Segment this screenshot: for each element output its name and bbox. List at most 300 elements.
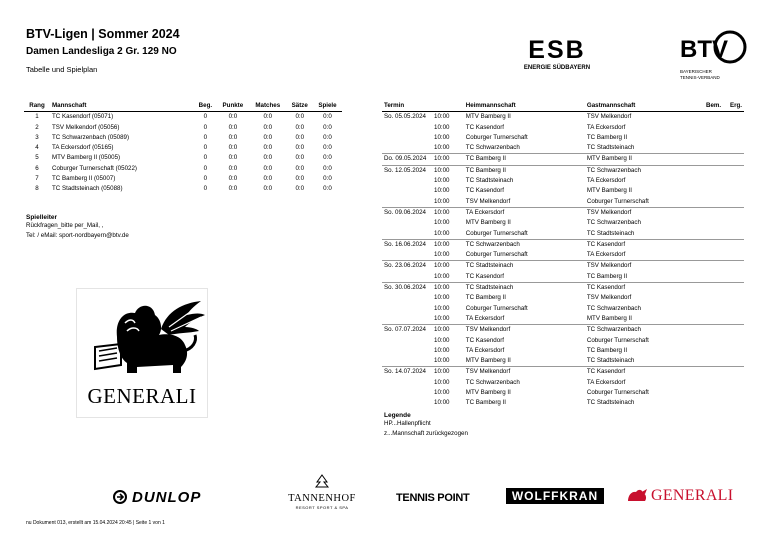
standings-row <box>24 153 342 163</box>
home-team-cell: TA Eckersdorf <box>465 346 505 354</box>
match-date: So. 05.05.2024 <box>384 113 426 121</box>
home-team-cell: TC Bamberg II <box>464 154 585 165</box>
erg-cell <box>728 304 744 314</box>
spielleiter-title: Spielleiter <box>26 214 58 221</box>
erg-cell <box>728 398 744 408</box>
match-row <box>382 207 744 218</box>
match-row <box>382 176 744 186</box>
matches-cell: 0:0 <box>263 144 273 152</box>
standings-header-row <box>24 101 342 112</box>
match-row <box>382 336 744 346</box>
erg-cell <box>728 325 744 336</box>
termin-cell <box>382 398 464 408</box>
away-team-cell: TC Bamberg II <box>586 272 628 280</box>
schedule-table <box>382 101 744 409</box>
erg-cell <box>728 133 744 143</box>
bem-cell <box>704 250 728 261</box>
generali-small-wordmark: GENERALI <box>651 487 734 504</box>
away-team-cell: Coburger Turnerschaft <box>586 389 649 397</box>
termin-cell <box>382 197 464 208</box>
match-row <box>382 304 744 314</box>
away-team-cell: TC Stadtsteinach <box>586 399 635 407</box>
match-row <box>382 367 744 378</box>
match-time: 10:00 <box>434 326 450 334</box>
col-spiele: Spiele <box>313 101 342 112</box>
home-team-cell: TC Kasendorf <box>465 187 504 195</box>
generali-small-logo <box>626 485 740 507</box>
away-team-cell: TC Stadtsteinach <box>586 144 635 152</box>
match-row <box>382 388 744 398</box>
col-saetze: Sätze <box>287 101 313 112</box>
match-date: So. 14.07.2024 <box>384 368 426 376</box>
match-time: 10:00 <box>434 272 450 280</box>
esb-logo-subtitle: ENERGIE SÜDBAYERN <box>523 65 591 71</box>
match-date: So. 12.05.2024 <box>384 166 426 174</box>
team-cell: TC Kasendorf (05071) <box>52 113 114 121</box>
dunlop-wordmark: DUNLOP <box>132 488 202 506</box>
footer-text: nu Dokument 013, erstellt am 15.04.2024 20:45 | Seite 1 von 1 <box>26 520 165 526</box>
termin-cell <box>382 283 464 294</box>
bem-cell <box>704 207 728 218</box>
bem-cell <box>704 123 728 133</box>
col-bem: Bem. <box>704 101 728 112</box>
match-row <box>382 398 744 408</box>
bem-cell <box>704 346 728 356</box>
bem-cell <box>704 133 728 143</box>
away-team-cell: TC Stadtsteinach <box>586 357 635 365</box>
match-row <box>382 272 744 283</box>
team-cell: TC Bamberg II (05007) <box>52 175 116 183</box>
legend-title: Legende <box>384 412 411 419</box>
termin-cell <box>382 176 464 186</box>
home-team-cell: TA Eckersdorf <box>464 207 585 218</box>
match-row <box>382 197 744 208</box>
home-team-cell: Coburger Turnerschaft <box>465 133 528 141</box>
erg-cell <box>728 367 744 378</box>
saetze-cell: 0:0 <box>295 123 305 131</box>
termin-cell <box>382 133 464 143</box>
rang-cell: 1 <box>35 113 39 121</box>
home-team-cell: TSV Melkendorf <box>464 367 585 378</box>
rang-cell: 5 <box>35 154 39 162</box>
punkte-cell: 0:0 <box>228 185 238 193</box>
standings-row <box>24 164 342 174</box>
tennispoint-wordmark: TENNIS POINT <box>396 492 470 504</box>
away-team-cell: TC Schwarzenbach <box>586 304 641 312</box>
match-row <box>382 186 744 196</box>
erg-cell <box>728 378 744 388</box>
termin-cell <box>382 304 464 314</box>
erg-cell <box>728 314 744 325</box>
erg-cell <box>728 218 744 228</box>
match-time: 10:00 <box>434 197 450 205</box>
home-team-cell: TSV Melkendorf <box>465 197 511 205</box>
page-title: BTV-Ligen | Sommer 2024 <box>26 27 180 41</box>
home-team-cell: Coburger Turnerschaft <box>465 304 528 312</box>
away-team-cell: TC Schwarzenbach <box>585 165 704 176</box>
match-date: So. 07.07.2024 <box>384 326 426 334</box>
match-time: 10:00 <box>434 251 450 259</box>
rang-cell: 4 <box>35 144 39 152</box>
generali-wordmark: GENERALI <box>87 384 197 408</box>
bem-cell <box>704 229 728 240</box>
beg-cell: 0 <box>203 164 208 172</box>
bem-cell <box>704 154 728 165</box>
away-team-cell: TSV Melkendorf <box>585 261 704 272</box>
spielleiter-contact: Rückfragen_bitte per_Mail, , <box>26 222 104 229</box>
legend-hp: HP...Hallenpflicht <box>384 420 431 427</box>
home-team-cell: Coburger Turnerschaft <box>465 229 528 237</box>
erg-cell <box>728 336 744 346</box>
bem-cell <box>704 293 728 303</box>
tannenhof-logo <box>284 474 360 514</box>
termin-cell <box>382 186 464 196</box>
match-time: 10:00 <box>434 399 450 407</box>
home-team-cell: TC Bamberg II <box>465 294 507 302</box>
col-punkte: Punkte <box>217 101 249 112</box>
bem-cell <box>704 367 728 378</box>
esb-logo <box>514 36 600 78</box>
standings-row <box>24 133 342 143</box>
match-time: 10:00 <box>434 304 450 312</box>
tannenhof-tagline: RESORT SPORT & SPA <box>295 505 349 510</box>
tennispoint-logo <box>396 488 482 506</box>
tannenhof-tree-icon <box>314 474 330 488</box>
home-team-cell: TC Kasendorf <box>465 336 504 344</box>
rang-cell: 7 <box>35 175 39 183</box>
spiele-cell: 0:0 <box>323 133 332 141</box>
away-team-cell: Coburger Turnerschaft <box>586 197 649 205</box>
termin-cell <box>382 293 464 303</box>
beg-cell: 0 <box>203 185 208 193</box>
punkte-cell: 0:0 <box>228 154 238 162</box>
team-cell: TC Schwarzenbach (05089) <box>52 133 130 141</box>
termin-cell <box>382 314 464 325</box>
spiele-cell: 0:0 <box>323 185 332 193</box>
btv-logo-sub1: BAYERISCHER <box>680 69 712 74</box>
btv-logo-sub2: TENNIS-VERBAND <box>680 74 720 80</box>
termin-cell <box>382 346 464 356</box>
home-team-cell: TC Stadtsteinach <box>464 261 585 272</box>
home-team-cell: TC Stadtsteinach <box>464 283 585 294</box>
bem-cell <box>704 314 728 325</box>
match-time: 10:00 <box>434 166 450 174</box>
rang-cell: 3 <box>35 133 39 141</box>
erg-cell <box>728 293 744 303</box>
bem-cell <box>704 336 728 346</box>
punkte-cell: 0:0 <box>228 144 238 152</box>
home-team-cell: TC Schwarzenbach <box>465 378 520 386</box>
spiele-cell: 0:0 <box>323 144 332 152</box>
col-rang: Rang <box>24 101 50 112</box>
saetze-cell: 0:0 <box>295 133 305 141</box>
wolffkran-logo <box>506 488 604 504</box>
legend-z: z...Mannschaft zurückgezogen <box>384 429 468 437</box>
bem-cell <box>704 218 728 228</box>
matches-cell: 0:0 <box>263 133 273 141</box>
match-time: 10:00 <box>434 346 450 354</box>
home-team-cell: MTV Bamberg II <box>465 219 511 227</box>
termin-cell <box>382 261 464 272</box>
bem-cell <box>704 388 728 398</box>
wolffkran-wordmark: WOLFFKRAN <box>511 489 599 503</box>
standings-row <box>24 184 342 194</box>
match-row <box>382 356 744 367</box>
match-time: 10:00 <box>434 368 450 376</box>
erg-cell <box>728 207 744 218</box>
svg-text:BTV: BTV <box>680 36 728 63</box>
tannenhof-wordmark: TANNENHOF <box>288 493 356 504</box>
btv-logo <box>678 30 748 80</box>
termin-cell <box>382 325 464 336</box>
bem-cell <box>704 283 728 294</box>
match-time: 10:00 <box>434 177 450 185</box>
team-cell: Coburger Turnerschaft (05022) <box>52 164 137 172</box>
matches-cell: 0:0 <box>263 175 273 183</box>
team-cell: TA Eckersdorf (05165) <box>52 144 114 152</box>
matches-cell: 0:0 <box>263 113 273 121</box>
dunlop-logo <box>112 488 232 506</box>
lion-icon <box>77 289 207 379</box>
home-team-cell: TC Kasendorf <box>465 123 504 131</box>
bem-cell <box>704 197 728 208</box>
generali-lion-logo <box>76 288 208 418</box>
erg-cell <box>728 239 744 250</box>
match-time: 10:00 <box>434 314 450 322</box>
col-matches: Matches <box>249 101 287 112</box>
matches-cell: 0:0 <box>263 154 273 162</box>
standings-row <box>24 174 342 184</box>
termin-cell <box>382 378 464 388</box>
match-row <box>382 218 744 228</box>
saetze-cell: 0:0 <box>295 154 305 162</box>
match-row <box>382 261 744 272</box>
punkte-cell: 0:0 <box>228 175 238 183</box>
home-team-cell: MTV Bamberg II <box>465 389 511 397</box>
match-time: 10:00 <box>434 123 450 131</box>
home-team-cell: TC Schwarzenbach <box>464 239 585 250</box>
bem-cell <box>704 165 728 176</box>
beg-cell: 0 <box>203 175 208 183</box>
team-cell: MTV Bamberg II (05005) <box>52 154 121 162</box>
rang-cell: 6 <box>35 164 39 172</box>
match-row <box>382 293 744 303</box>
bem-cell <box>704 356 728 367</box>
match-date: So. 30.06.2024 <box>384 284 426 292</box>
away-team-cell: TSV Melkendorf <box>586 294 632 302</box>
saetze-cell: 0:0 <box>295 144 305 152</box>
col-heimmannschaft: Heimmannschaft <box>464 101 585 112</box>
match-row <box>382 165 744 176</box>
erg-cell <box>728 154 744 165</box>
matches-cell: 0:0 <box>263 185 273 193</box>
match-time: 10:00 <box>434 187 450 195</box>
match-row <box>382 154 744 165</box>
termin-cell <box>382 123 464 133</box>
match-row <box>382 378 744 388</box>
match-time: 10:00 <box>434 294 450 302</box>
away-team-cell: TA Eckersdorf <box>586 251 626 259</box>
bem-cell <box>704 378 728 388</box>
erg-cell <box>728 112 744 123</box>
away-team-cell: TC Kasendorf <box>585 367 704 378</box>
erg-cell <box>728 346 744 356</box>
match-row <box>382 250 744 261</box>
match-time: 10:00 <box>434 144 450 152</box>
home-team-cell: TC Kasendorf <box>465 272 504 280</box>
standings-table <box>24 101 342 195</box>
match-time: 10:00 <box>434 113 450 121</box>
erg-cell <box>728 229 744 240</box>
col-termin: Termin <box>382 101 464 112</box>
legend-section <box>384 412 584 438</box>
match-row <box>382 325 744 336</box>
match-time: 10:00 <box>434 357 450 365</box>
rang-cell: 2 <box>35 123 39 131</box>
matches-cell: 0:0 <box>263 164 273 172</box>
dunlop-arrow-icon <box>112 490 128 504</box>
league-name: Damen Landesliga 2 Gr. 129 NO <box>26 46 177 57</box>
termin-cell <box>382 165 464 176</box>
away-team-cell: Coburger Turnerschaft <box>586 336 649 344</box>
erg-cell <box>728 186 744 196</box>
termin-cell <box>382 388 464 398</box>
match-time: 10:00 <box>434 284 450 292</box>
page-subtitle: Tabelle und Spielplan <box>26 65 98 74</box>
match-row <box>382 239 744 250</box>
termin-cell <box>382 154 464 165</box>
match-time: 10:00 <box>434 262 450 270</box>
termin-cell <box>382 272 464 283</box>
erg-cell <box>728 143 744 154</box>
erg-cell <box>728 388 744 398</box>
team-cell: TSV Melkendorf (05056) <box>52 123 120 131</box>
match-time: 10:00 <box>434 240 450 248</box>
saetze-cell: 0:0 <box>295 185 305 193</box>
col-erg: Erg. <box>728 101 744 112</box>
home-team-cell: MTV Bamberg II <box>465 113 511 121</box>
erg-cell <box>728 176 744 186</box>
match-date: So. 16.06.2024 <box>384 240 426 248</box>
col-mannschaft: Mannschaft <box>50 101 194 112</box>
away-team-cell: MTV Bamberg II <box>586 187 632 195</box>
match-time: 10:00 <box>434 378 450 386</box>
match-time: 10:00 <box>434 133 450 141</box>
spiele-cell: 0:0 <box>323 113 332 121</box>
match-time: 10:00 <box>434 336 450 344</box>
away-team-cell: TA Eckersdorf <box>586 378 626 386</box>
erg-cell <box>728 356 744 367</box>
match-date: Do. 09.05.2024 <box>384 155 427 163</box>
erg-cell <box>728 261 744 272</box>
match-time: 10:00 <box>434 208 450 216</box>
bem-cell <box>704 186 728 196</box>
bem-cell <box>704 112 728 123</box>
home-team-cell: Coburger Turnerschaft <box>465 251 528 259</box>
away-team-cell: TC Kasendorf <box>585 239 704 250</box>
away-team-cell: MTV Bamberg II <box>585 154 704 165</box>
away-team-cell: TSV Melkendorf <box>585 207 704 218</box>
match-row <box>382 123 744 133</box>
home-team-cell: TSV Melkendorf <box>464 325 585 336</box>
match-row <box>382 283 744 294</box>
away-team-cell: TC Schwarzenbach <box>585 325 704 336</box>
beg-cell: 0 <box>203 133 208 141</box>
saetze-cell: 0:0 <box>295 113 305 121</box>
match-row <box>382 346 744 356</box>
match-time: 10:00 <box>434 219 450 227</box>
col-beg: Beg. <box>194 101 217 112</box>
bem-cell <box>704 261 728 272</box>
termin-cell <box>382 356 464 367</box>
spiele-cell: 0:0 <box>323 175 332 183</box>
spiele-cell: 0:0 <box>323 164 332 172</box>
match-date: So. 23.06.2024 <box>384 262 426 270</box>
btv-logo-mark <box>678 30 748 64</box>
beg-cell: 0 <box>203 144 208 152</box>
home-team-cell: TC Bamberg II <box>464 165 585 176</box>
termin-cell <box>382 143 464 154</box>
match-row <box>382 133 744 143</box>
bem-cell <box>704 272 728 283</box>
bem-cell <box>704 239 728 250</box>
col-gastmannschaft: Gastmannschaft <box>585 101 704 112</box>
termin-cell <box>382 250 464 261</box>
match-date: So. 09.06.2024 <box>384 208 426 216</box>
erg-cell <box>728 250 744 261</box>
standings-row <box>24 112 342 123</box>
schedule-header-row <box>382 101 744 112</box>
home-team-cell: TA Eckersdorf <box>465 314 505 322</box>
beg-cell: 0 <box>203 123 208 131</box>
home-team-cell: TC Schwarzenbach <box>465 144 520 152</box>
away-team-cell: TC Schwarzenbach <box>586 219 641 227</box>
match-row <box>382 112 744 123</box>
away-team-cell: TA Eckersdorf <box>586 177 626 185</box>
away-team-cell: TSV Melkendorf <box>586 113 632 121</box>
beg-cell: 0 <box>203 154 208 162</box>
termin-cell <box>382 218 464 228</box>
bem-cell <box>704 143 728 154</box>
bem-cell <box>704 304 728 314</box>
home-team-cell: TC Bamberg II <box>465 399 507 407</box>
away-team-cell: TC Bamberg II <box>586 133 628 141</box>
termin-cell <box>382 367 464 378</box>
erg-cell <box>728 272 744 283</box>
home-team-cell: MTV Bamberg II <box>465 357 511 365</box>
termin-cell <box>382 336 464 346</box>
punkte-cell: 0:0 <box>228 123 238 131</box>
punkte-cell: 0:0 <box>228 113 238 121</box>
erg-cell <box>728 197 744 208</box>
spiele-cell: 0:0 <box>323 154 332 162</box>
saetze-cell: 0:0 <box>295 164 305 172</box>
termin-cell <box>382 229 464 240</box>
matches-cell: 0:0 <box>263 123 273 131</box>
match-time: 10:00 <box>434 155 450 163</box>
erg-cell <box>728 165 744 176</box>
spiele-cell: 0:0 <box>323 123 332 131</box>
bem-cell <box>704 176 728 186</box>
termin-cell <box>382 112 464 123</box>
standings-row <box>24 123 342 133</box>
erg-cell <box>728 283 744 294</box>
generali-lion-small-icon <box>626 487 648 505</box>
saetze-cell: 0:0 <box>295 175 305 183</box>
match-row <box>382 229 744 240</box>
away-team-cell: MTV Bamberg II <box>586 314 632 322</box>
home-team-cell: TC Stadtsteinach <box>465 177 514 185</box>
